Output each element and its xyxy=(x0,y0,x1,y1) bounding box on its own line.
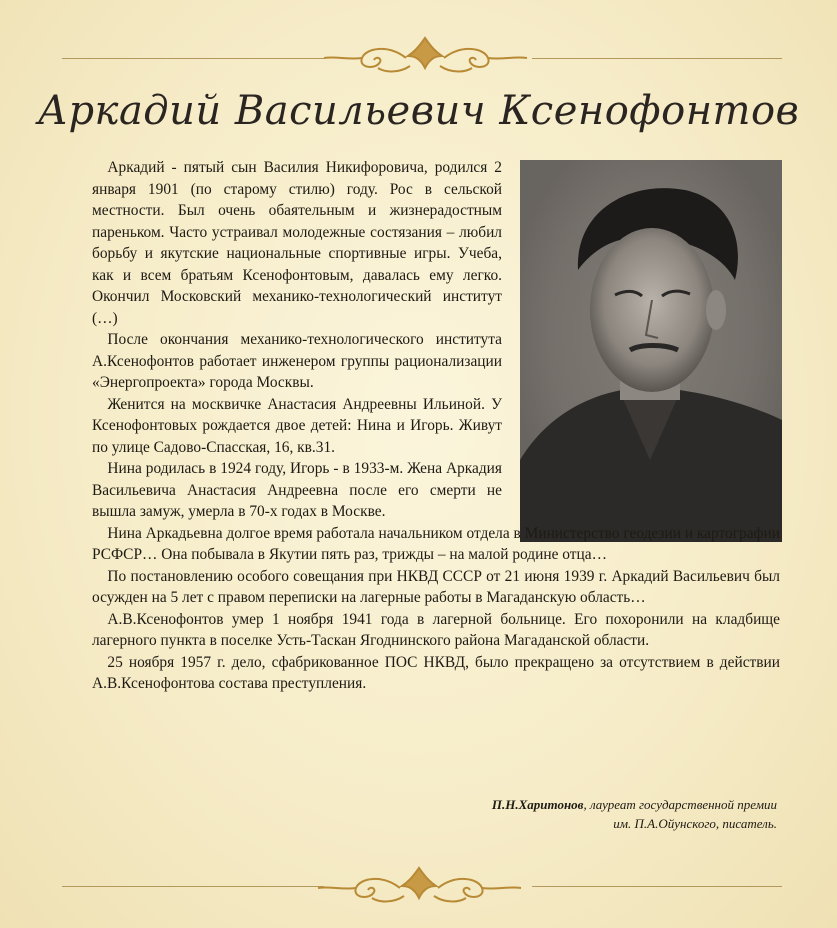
paragraph-6: По постановлению особого совещания при НКВД СССР от 21 июня 1939 г. Аркадий Васильевич был осужден на 5 лет с правом переписки на лагерные работы в Магаданскую область… xyxy=(92,567,780,606)
bottom-rule-right xyxy=(532,886,782,887)
paragraph-5: Нина Аркадьевна долгое время работала начальником отдела в Министерство геодезии и картографии РСФСР… Она побывала в Якутии пять раз, трижды – на малой родине отца… xyxy=(92,524,780,563)
top-rule-right xyxy=(532,58,782,59)
paragraph-2: После окончания механико-технологического института А.Ксенофонтов работает инженером группы рационализации «Энергопроекта» города Москвы. xyxy=(92,331,502,391)
author-name: П.Н.Харитонов xyxy=(491,797,584,812)
biography-text xyxy=(92,157,780,695)
paragraph-4: Нина родилась в 1924 году, Игорь - в 1933-м. Жена Аркадия Васильевича Анастасия Андреевна после его смерти не вышла замуж, умерла в 70-х годах в Москве. xyxy=(92,460,502,520)
paragraph-3: Женится на москвичке Анастасия Андреевны Ильиной. У Ксенофонтовых рождается двое детей: Нина и Игорь. Живут по улице Садово-Спасская, 16, кв.31. xyxy=(92,395,502,456)
bottom-rule-left xyxy=(62,886,324,887)
top-rule-left xyxy=(62,58,324,59)
paragraph-8: 25 ноября 1957 г. дело, сфабрикованное ПОС НКВД, было прекращено за отсутствием в действии А.В.Ксенофонтова состава преступления. xyxy=(92,653,780,692)
paragraph-7: А.В.Ксенофонтов умер 1 ноября 1941 года в лагерной больнице. Его похоронили на кладбище лагерного пункта в поселке Усть-Таскан Ягоднинского района Магаданской области. xyxy=(92,610,780,649)
author-signature xyxy=(357,795,777,833)
signature-line-2: им. П.А.Ойунского, писатель. xyxy=(613,816,777,831)
bottom-ornament-icon xyxy=(312,860,527,910)
page-title: Аркадий Васильевич Ксенофонтов xyxy=(37,88,800,134)
signature-line-1 xyxy=(357,795,777,814)
author-role: , лауреат государственной премии xyxy=(583,797,777,812)
top-ornament-icon xyxy=(318,30,533,80)
paragraph-1: Аркадий - пятый сын Василия Никифоровича, родился 2 января 1901 (по старому стилю) году. Рос в сельской местности. Был очень обаятельным и жизнерадостным пареньком. Часто устраивал молодежные состязания – любил борьбу и якутские национальные спортивные игры. Учеба, как и всем братьям Ксенофонтовым, давалась ему легко. Окончил Московский механико-технологический институт (…) xyxy=(92,159,502,327)
